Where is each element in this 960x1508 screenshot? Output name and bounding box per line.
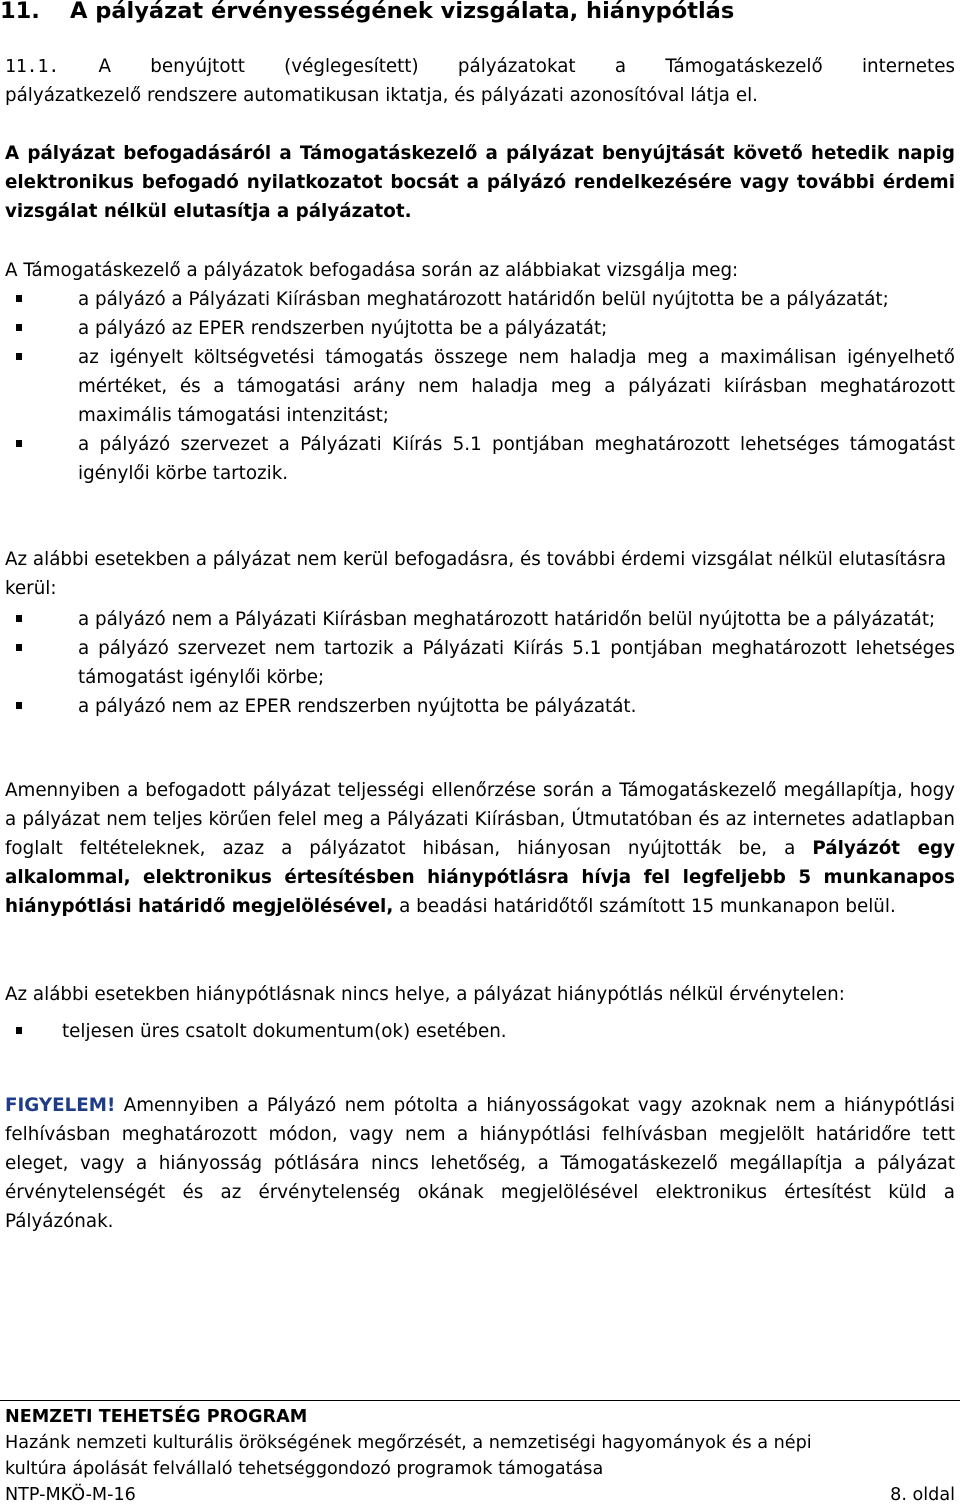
checks-intro: A Támogatáskezelő a pályázatok befogadása során az alábbiakat vizsgálja meg: [5,260,739,281]
checks-list-item: a pályázó az EPER rendszerben nyújtotta be a pályázatát; [5,314,955,343]
section-title: A pályázat érvényességének vizsgálata, hiánypótlás [70,0,735,24]
paragraph-11-1-line2: pályázatkezelő rendszere automatikusan iktatja, és pályázati azonosítóval látja el. [5,85,758,106]
paragraph-11-1 [5,52,955,110]
deficiency-text-bold: Pályázót egy alkalommal, elektronikus értesítésben hiánypótlásra hívja fel legfeljebb 5 munkanapos hiánypótlási határidő megjelölésével, [5,838,955,917]
section-number: 11. [0,0,40,24]
paragraph-no-deficiency [5,980,955,1046]
rejection-intro: Az alábbi esetekben a pályázat nem kerül befogadásra, és további érdemi vizsgálat nélkül elutasításra kerül: [5,549,947,599]
footer-divider [0,1400,960,1401]
checks-list-item: a pályázó szervezet a Pályázati Kiírás 5.1 pontjában meghatározott lehetséges támogatást igénylői körbe tartozik. [5,430,955,488]
paragraph-warning [5,1091,955,1236]
page-number: 8. oldal [890,1485,955,1505]
no-deficiency-intro: Az alábbi esetekben hiánypótlásnak nincs helye, a pályázat hiánypótlás nélkül érvénytelen: [5,984,845,1005]
rejection-list-item: a pályázó nem az EPER rendszerben nyújtotta be pályázatát. [5,692,955,721]
warning-text: Amennyiben a Pályázó nem pótolta a hiányosságokat vagy azoknak nem a hiánypótlási felhívásban meghatározott módon, vagy nem a hiánypótlási felhívásban megjelölt határidőre tett eleget, vagy a hiányosság pótlására nincs lehetőség, a Támogatáskezelő megállapítja a pályázat érvénytelenségét és az érvénytelenség okának megjelölésével elektronikus értesítést küld a Pályázónak. [5,1095,955,1232]
subsection-number: 11.1. [5,56,60,77]
paragraph-checks [5,256,955,488]
checks-list-item: a pályázó a Pályázati Kiírásban meghatározott határidőn belül nyújtotta be a pályázatát; [5,285,955,314]
section-heading [0,0,734,26]
rejection-list-item: a pályázó nem a Pályázati Kiírásban meghatározott határidőn belül nyújtotta be a pályázatát; [5,605,955,634]
footer-line2: kultúra ápolását felvállaló tehetséggondozó programok támogatása [5,1459,604,1479]
paragraph-acceptance-bold: A pályázat befogadásáról a Támogatáskezelő a pályázat benyújtását követő hetedik napig elektronikus befogadó nyilatkozatot bocsát a pályázó rendelkezésére vagy további érdemi vizsgálat nélkül elutasítja a pályázatot. [5,143,955,222]
rejection-list [5,605,955,721]
checks-list-item: az igényelt költségvetési támogatás összege nem haladja meg a maximálisan igényelhető mértéket, és a támogatási arány nem haladja meg a pályázati kiírásban meghatározott maximális támogatási intenzitást; [5,343,955,430]
paragraph-11-1-line1: A benyújtott (véglegesített) pályázatokat a Támogatáskezelő internetes [98,56,955,77]
deficiency-text-after: a beadási határidőtől számított 15 munkanapon belül. [393,896,896,917]
deficiency-text-before: Amennyiben a befogadott pályázat teljességi ellenőrzése során a Támogatáskezelő megállapítja, hogy a pályázat nem teljes körűen felel meg a Pályázati Kiírásban, Útmutatóban és az internetes adatlapban foglalt feltételeknek, azaz a pályázatot hibásan, hiányosan nyújtották be, a [5,780,955,859]
paragraph-rejection [5,545,955,721]
page-footer [5,1404,955,1508]
footer-code: NTP-MKÖ-M-16 [5,1485,136,1505]
rejection-list-item: a pályázó szervezet nem tartozik a Pályázati Kiírás 5.1 pontjában meghatározott lehetséges támogatást igénylői körbe; [5,634,955,692]
footer-meta-row [5,1482,955,1508]
no-deficiency-list [5,1017,955,1046]
no-deficiency-list-item: teljesen üres csatolt dokumentum(ok) esetében. [5,1017,955,1046]
checks-list [5,285,955,488]
footer-program-title: NEMZETI TEHETSÉG PROGRAM [5,1407,308,1427]
paragraph-11-1-line1-row [5,52,955,81]
footer-line1: Hazánk nemzeti kulturális örökségének megőrzését, a nemzetiségi hagyományok és a népi [5,1433,812,1453]
paragraph-deficiency [5,776,955,921]
warning-label: FIGYELEM! [5,1095,116,1116]
